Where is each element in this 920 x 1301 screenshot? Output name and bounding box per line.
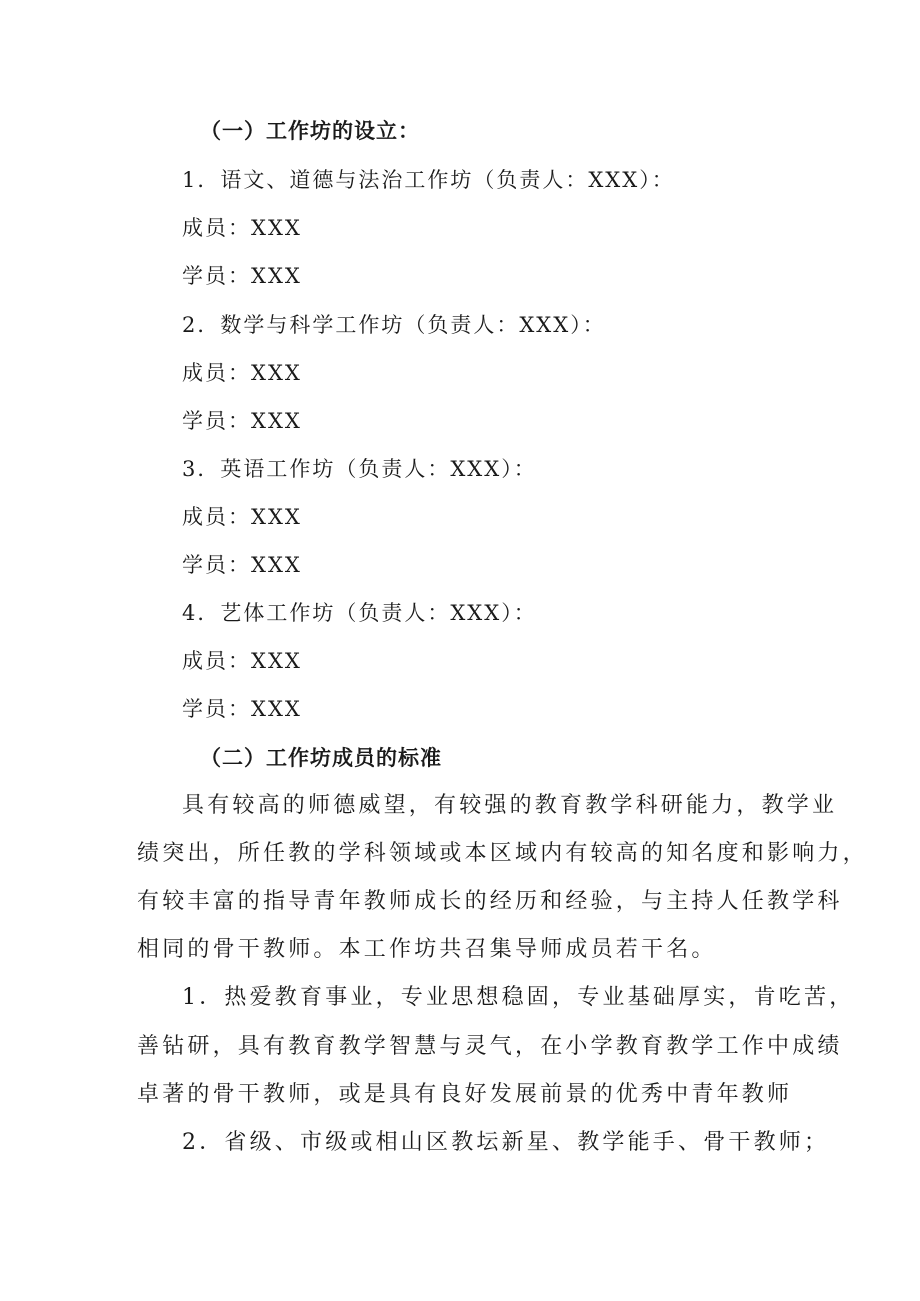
standard-item-1-line-2: 善钻研，具有教育教学智慧与灵气，在小学教育教学工作中成绩 [137,1034,843,1059]
standard-item-1-line-3: 卓著的骨干教师，或是具有良好发展前景的优秀中青年教师 [137,1082,793,1107]
workshop-members-3: 成员：XXX [182,505,302,529]
section-heading-establishment: （一）工作坊的设立： [200,118,420,143]
workshop-students-2: 学员：XXX [182,409,302,433]
workshop-members-4: 成员：XXX [182,649,302,673]
standard-item-1-line-1: 1．热爱教育事业，专业思想稳固，专业基础厚实，肯吃苦， [182,985,855,1010]
workshop-title-3: 3．英语工作坊（负责人：XXX）： [182,457,537,481]
workshop-members-1: 成员：XXX [182,216,302,240]
standards-intro-line-4: 相同的骨干教师。本工作坊共召集导师成员若干名。 [137,937,717,962]
standards-intro-line-3: 有较丰富的指导青年教师成长的经历和经验，与主持人任教学科 [137,889,843,914]
workshop-students-3: 学员：XXX [182,553,302,577]
workshop-title-2: 2．数学与科学工作坊（负责人：XXX）： [182,313,606,337]
standards-intro-line-2: 绩突出，所任教的学科领域或本区域内有较高的知名度和影响力， [137,841,868,866]
standards-intro-line-1: 具有较高的师德威望，有较强的教育教学科研能力，教学业 [182,793,838,818]
workshop-members-2: 成员：XXX [182,361,302,385]
workshop-students-4: 学员：XXX [182,697,302,721]
workshop-title-4: 4．艺体工作坊（负责人：XXX）： [182,601,537,625]
workshop-students-1: 学员：XXX [182,264,302,288]
section-heading-standards: （二）工作坊成员的标准 [200,745,442,770]
workshop-title-1: 1．语文、道德与法治工作坊（负责人：XXX）： [182,168,675,192]
standard-item-2-line-1: 2．省级、市级或相山区教坛新星、教学能手、骨干教师； [182,1130,830,1155]
